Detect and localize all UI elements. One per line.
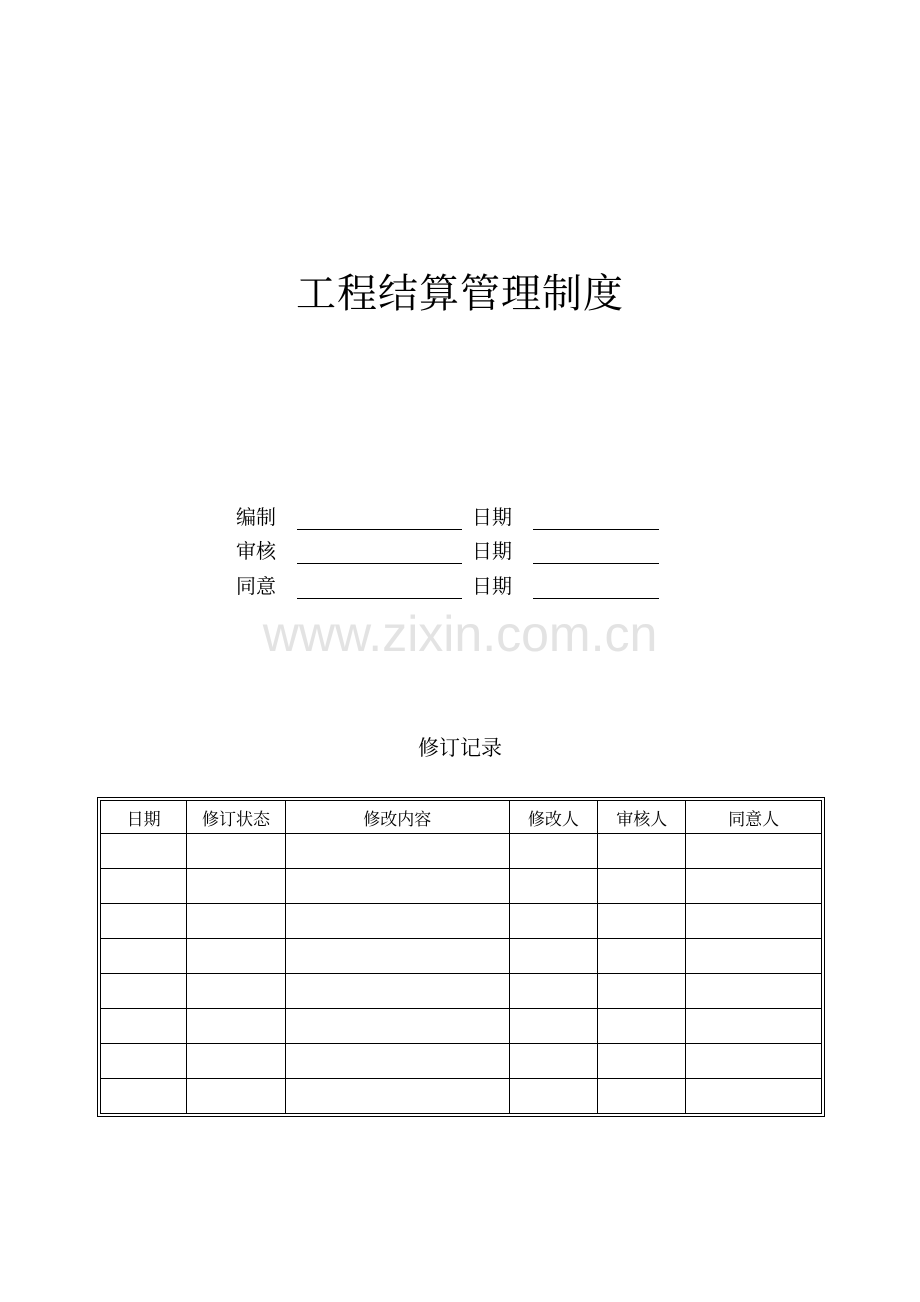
table-cell[interactable] (509, 1044, 597, 1079)
date-label: 日期 (472, 505, 512, 529)
table-cell[interactable] (101, 1009, 187, 1044)
table-cell[interactable] (187, 834, 285, 869)
date-label: 日期 (472, 574, 512, 598)
table-row (101, 974, 822, 1009)
table-cell[interactable] (187, 1044, 285, 1079)
table-cell[interactable] (285, 939, 509, 974)
table-cell[interactable] (285, 1079, 509, 1114)
table-cell[interactable] (101, 1044, 187, 1079)
signature-line (297, 563, 462, 564)
column-header-reviewer: 审核人 (598, 801, 686, 834)
table-cell[interactable] (686, 1009, 822, 1044)
table-cell[interactable] (187, 904, 285, 939)
revision-table-frame (97, 797, 825, 1117)
table-cell[interactable] (285, 904, 509, 939)
column-header-revision-status: 修订状态 (187, 801, 285, 834)
signoff-label: 同意 (236, 574, 276, 598)
table-cell[interactable] (101, 834, 187, 869)
table-row (101, 834, 822, 869)
table-cell[interactable] (187, 1009, 285, 1044)
table-cell[interactable] (686, 939, 822, 974)
table-cell[interactable] (509, 904, 597, 939)
date-line (533, 529, 659, 530)
table-row (101, 939, 822, 974)
table-cell[interactable] (686, 869, 822, 904)
table-cell[interactable] (187, 974, 285, 1009)
table-row (101, 1009, 822, 1044)
table-cell[interactable] (101, 974, 187, 1009)
table-cell[interactable] (598, 904, 686, 939)
revision-table (100, 800, 822, 1114)
table-cell[interactable] (101, 1079, 187, 1114)
date-line (533, 563, 659, 564)
date-line (533, 598, 659, 599)
signoff-row-approve (0, 571, 920, 601)
table-cell[interactable] (598, 1044, 686, 1079)
table-cell[interactable] (686, 1079, 822, 1114)
table-cell[interactable] (598, 869, 686, 904)
signoff-row-review (0, 536, 920, 566)
table-cell[interactable] (285, 834, 509, 869)
table-cell[interactable] (598, 974, 686, 1009)
column-header-date: 日期 (101, 801, 187, 834)
table-cell[interactable] (285, 1009, 509, 1044)
table-row (101, 1044, 822, 1079)
table-cell[interactable] (101, 904, 187, 939)
signoff-label: 审核 (236, 539, 276, 563)
table-cell[interactable] (187, 939, 285, 974)
table-cell[interactable] (101, 869, 187, 904)
table-cell[interactable] (187, 869, 285, 904)
table-cell[interactable] (509, 834, 597, 869)
table-cell[interactable] (686, 974, 822, 1009)
revision-section-title: 修订记录 (418, 736, 502, 760)
watermark: www.zixin.com.cn (262, 606, 658, 662)
document-title: 工程结算管理制度 (296, 271, 624, 317)
table-cell[interactable] (598, 1009, 686, 1044)
column-header-modifier: 修改人 (509, 801, 597, 834)
table-cell[interactable] (509, 1079, 597, 1114)
table-cell[interactable] (187, 1079, 285, 1114)
table-cell[interactable] (686, 1044, 822, 1079)
table-cell[interactable] (598, 834, 686, 869)
table-row (101, 1079, 822, 1114)
table-cell[interactable] (285, 1044, 509, 1079)
table-cell[interactable] (509, 1009, 597, 1044)
signature-line (297, 598, 462, 599)
signature-line (297, 529, 462, 530)
table-cell[interactable] (285, 974, 509, 1009)
table-cell[interactable] (598, 939, 686, 974)
signoff-row-compile (0, 502, 920, 532)
table-row (101, 869, 822, 904)
signoff-label: 编制 (236, 505, 276, 529)
table-cell[interactable] (509, 939, 597, 974)
column-header-change-content: 修改内容 (285, 801, 509, 834)
table-cell[interactable] (509, 974, 597, 1009)
column-header-approver: 同意人 (686, 801, 822, 834)
table-cell[interactable] (686, 834, 822, 869)
revision-table-body (101, 834, 822, 1114)
table-row (101, 904, 822, 939)
date-label: 日期 (472, 539, 512, 563)
table-header-row (101, 801, 822, 834)
table-cell[interactable] (509, 869, 597, 904)
table-cell[interactable] (598, 1079, 686, 1114)
table-cell[interactable] (285, 869, 509, 904)
table-cell[interactable] (686, 904, 822, 939)
table-cell[interactable] (101, 939, 187, 974)
